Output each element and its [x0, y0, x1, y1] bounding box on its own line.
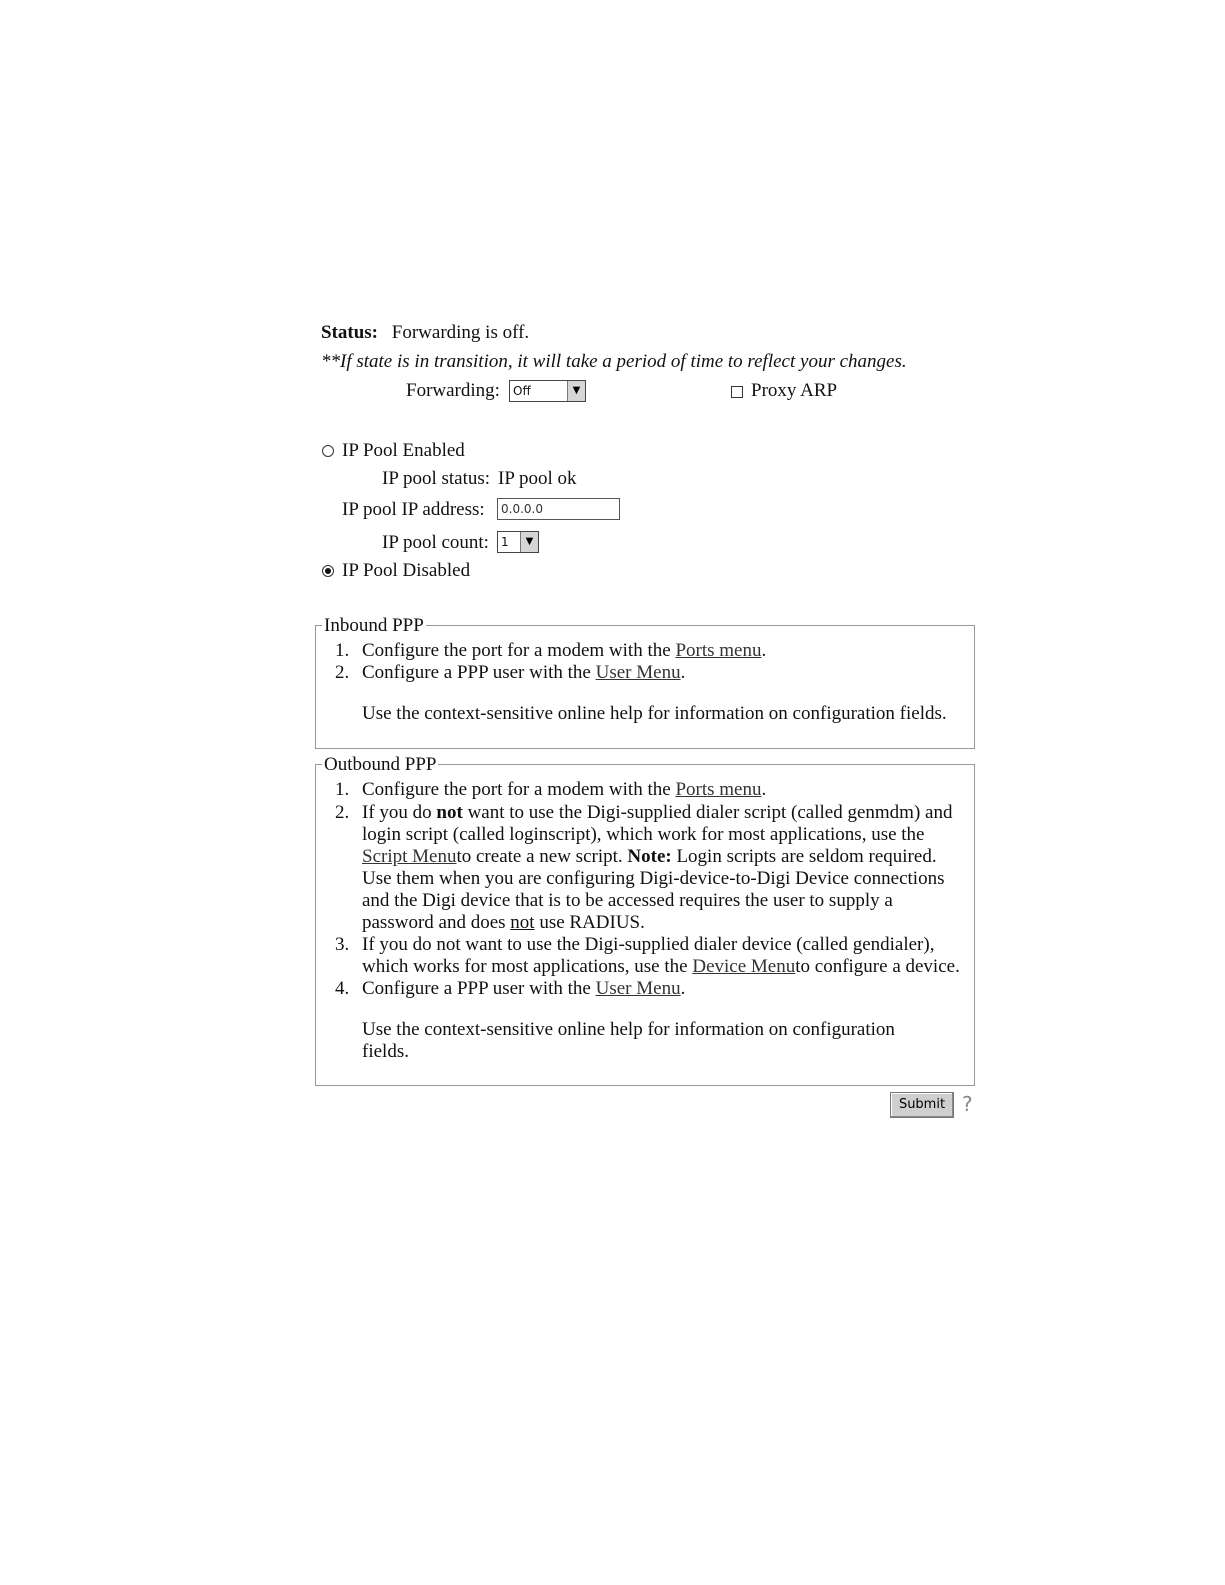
- forwarding-select[interactable]: [509, 380, 586, 402]
- outbound-help-text: fields.: [362, 1041, 409, 1062]
- proxy-arp-checkbox[interactable]: [731, 386, 743, 398]
- device-menu-link[interactable]: Device Menu: [692, 956, 796, 977]
- status-value: Forwarding is off.: [391, 322, 530, 343]
- inbound-help-text: Use the context-sensitive online help for information on configuration fields.: [362, 703, 947, 724]
- list-number: 1.: [335, 779, 350, 800]
- script-menu-link[interactable]: Script Menu: [362, 846, 457, 867]
- proxy-arp-label: Proxy ARP: [751, 380, 838, 401]
- ip-pool-address-input[interactable]: 0.0.0.0: [497, 498, 620, 520]
- forwarding-select-value: Off: [513, 384, 531, 398]
- status-label: Status:: [321, 322, 379, 343]
- ip-pool-disabled-label: IP Pool Disabled: [342, 560, 471, 581]
- inbound-ppp-legend: Inbound PPP: [324, 615, 424, 636]
- user-menu-link[interactable]: User Menu: [595, 978, 681, 999]
- list-item: Configure the port for a modem with the Ports menu.: [362, 779, 767, 800]
- ports-menu-link[interactable]: Ports menu: [675, 779, 762, 800]
- list-item-line: password and does not use RADIUS.: [362, 912, 645, 933]
- ip-pool-enabled-radio[interactable]: [322, 445, 334, 457]
- help-icon[interactable]: ?: [962, 1092, 973, 1116]
- list-item: If you do not want to use the Digi-supplied dialer script (called genmdm) and: [362, 802, 953, 823]
- list-item: If you do not want to use the Digi-supplied dialer device (called gendialer),: [362, 934, 935, 955]
- ip-pool-enabled-label: IP Pool Enabled: [342, 440, 465, 461]
- list-item-line: login script (called loginscript), which work for most applications, use the: [362, 824, 925, 845]
- list-number: 4.: [335, 978, 350, 999]
- ip-pool-status-value: IP pool ok: [498, 468, 577, 489]
- status-note: **If state is in transition, it will take a period of time to reflect your changes.: [321, 351, 907, 372]
- ports-menu-link[interactable]: Ports menu: [675, 640, 762, 661]
- ip-pool-count-value: 1: [501, 535, 509, 549]
- list-item-line: and the Digi device that is to be accessed requires the user to supply a: [362, 890, 893, 911]
- submit-button[interactable]: Submit: [890, 1092, 954, 1118]
- list-item: Configure the port for a modem with the Ports menu.: [362, 640, 767, 661]
- list-number: 2.: [335, 802, 350, 823]
- list-item-line: Script Menuto create a new script. Note: Login scripts are seldom required.: [362, 846, 937, 867]
- outbound-ppp-legend: Outbound PPP: [324, 754, 437, 775]
- status-line: [321, 322, 529, 344]
- chevron-down-icon: ▼: [520, 532, 538, 552]
- chevron-down-icon: ▼: [567, 381, 585, 401]
- list-item-line: Use them when you are configuring Digi-device-to-Digi Device connections: [362, 868, 945, 889]
- forwarding-label: Forwarding:: [406, 380, 500, 401]
- ip-pool-count-label: IP pool count:: [382, 532, 489, 553]
- outbound-help-text: Use the context-sensitive online help for information on configuration: [362, 1019, 895, 1040]
- ip-pool-count-select[interactable]: [497, 531, 539, 553]
- list-item: Configure a PPP user with the User Menu.: [362, 662, 686, 683]
- ip-pool-disabled-radio[interactable]: [322, 565, 334, 577]
- list-item: Configure a PPP user with the User Menu.: [362, 978, 686, 999]
- list-number: 1.: [335, 640, 350, 661]
- list-item-line: which works for most applications, use the Device Menuto configure a device.: [362, 956, 960, 977]
- user-menu-link[interactable]: User Menu: [595, 662, 681, 683]
- list-number: 3.: [335, 934, 350, 955]
- list-number: 2.: [335, 662, 350, 683]
- ip-pool-status-label: IP pool status:: [382, 468, 491, 489]
- ip-pool-address-label: IP pool IP address:: [342, 499, 485, 520]
